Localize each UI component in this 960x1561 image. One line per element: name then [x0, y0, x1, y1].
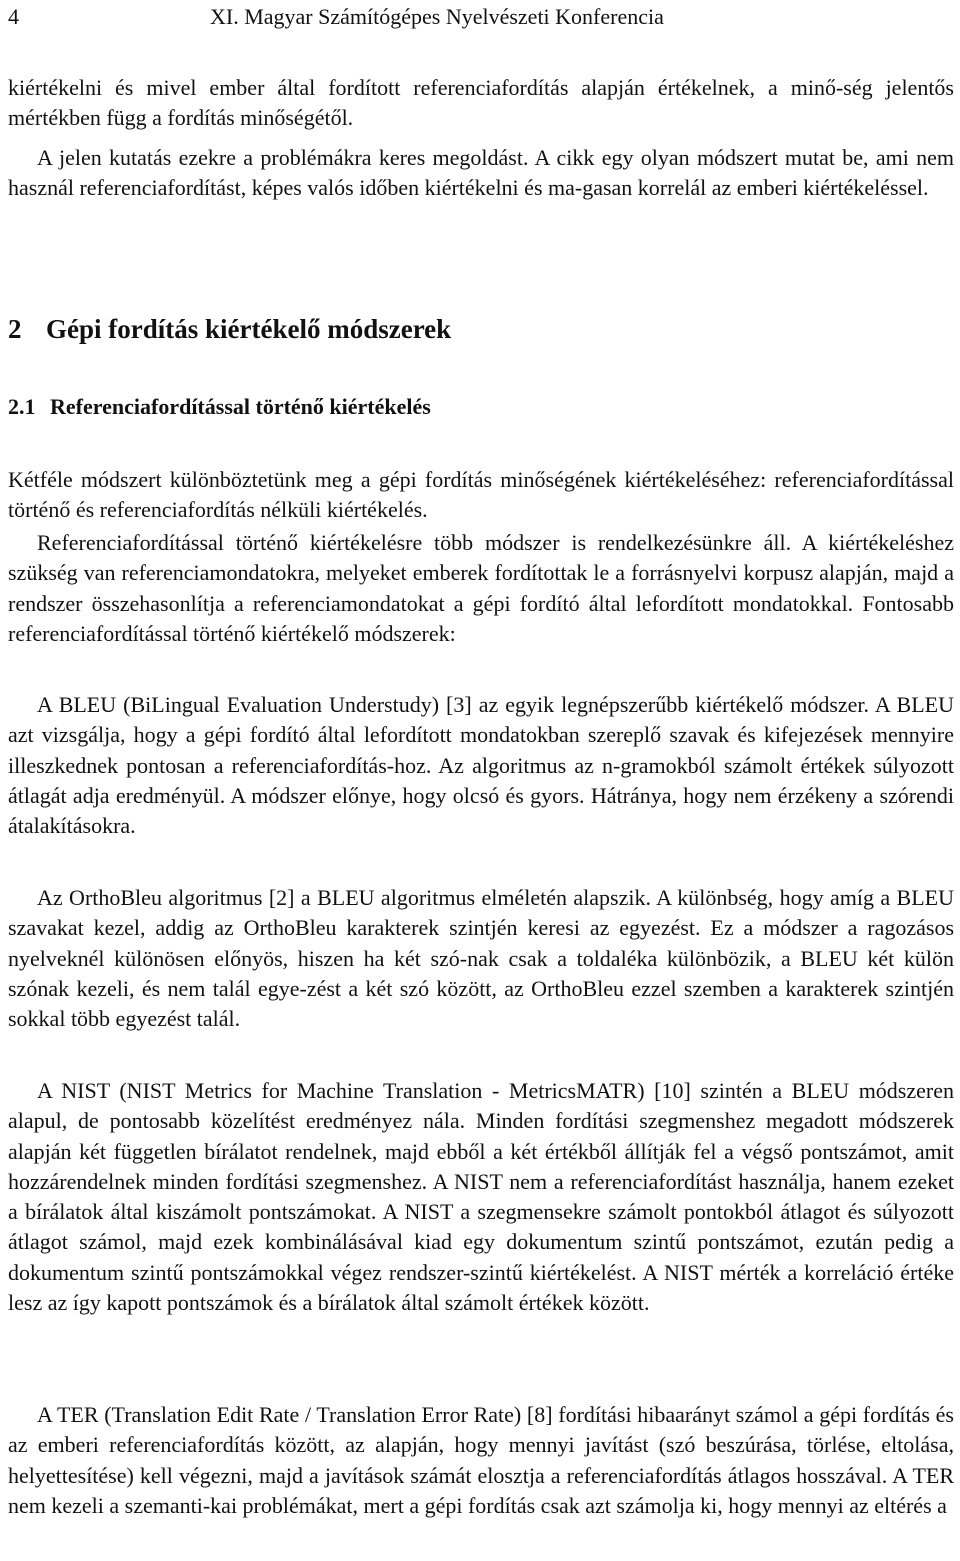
subsection-number: 2.1	[8, 394, 36, 419]
paragraph-reference-methods: Referenciafordítással történő kiértékelésre több módszer is rendelkezésünkre áll. A kiértékeléshez szükség van referenciamondatokra, melyeket emberek fordítottak le a forrásnyelvi korpusz alapján, majd a rendszer összehasonlítja a referenciamondatokat a gépi fordító által lefordított mondatokkal. Fontosabb referenciafordítással történő kiértékelő módszerek:	[8, 530, 954, 646]
paragraph-bleu: A BLEU (BiLingual Evaluation Understudy) [3] az egyik legnépszerűbb kiértékelő módszer. A BLEU azt vizsgálja, hogy a gépi fordító által lefordított mondatokban szereplő szavak és kifejezések mennyire illeszkednek pontosan a referenciafordítás-hoz. Az algoritmus az n-gramokból számolt értékek súlyozott átlagát adja eredményül. A módszer előnye, hogy olcsó és gyors. Hátránya, hogy nem érzékeny a szórendi átalakításokra.	[8, 692, 954, 839]
paragraph-nist: A NIST (NIST Metrics for Machine Translation - MetricsMATR) [10] szintén a BLEU módszeren alapul, de pontosabb közelítést eredményez nála. Minden fordítási szegmenshez megadott módszerek alapján két független bírálatot rendelnek, majd ebből a két értékből állítják fel a végső pontszámot, amit hozzárendelnek minden fordítási szegmenshez. A NIST nem a referenciafordítást használja, hanem ezeket a bírálatok által kiszámolt pontszámokat. A NIST a szegmensekre számolt pontokból átlagot és súlyozott átlagot számol, majd ezek kombinálásával kiad egy dokumentum szintű pontszámot, ezután pedig a dokumentum szintű pontszámokkal végez rendszer-szintű kiértékelést. A NIST mérték a korreláció értéke lesz az így kapott pontszámok és a bírálatok által számolt értékek között.	[8, 1078, 954, 1316]
section-heading	[8, 311, 451, 347]
page-number: 4	[8, 4, 19, 29]
subsection-title: Referenciafordítással történő kiértékelés	[50, 394, 431, 419]
paragraph-continuation: kiértékelni és mivel ember által fordított referenciafordítás alapján értékelnek, a minő-ség jelentős mértékben függ a fordítás minőségétől.	[8, 75, 954, 131]
section-title: Gépi fordítás kiértékelő módszerek	[46, 314, 452, 344]
paragraph-orthobleu: Az OrthoBleu algoritmus [2] a BLEU algoritmus elméletén alapszik. A különbség, hogy amíg a BLEU szavakat kezel, addig az OrthoBleu karakterek szintjén keresi az egyezést. Ez a módszer a ragozásos nyelveknél különösen előnyös, hiszen ha két szó-nak csak a toldaléka különbözik, a BLEU két külön szónak kezeli, és nem talál egye-zést a két szó között, az OrthoBleu ezzel szemben a karakterek szintjén sokkal több egyezést talál.	[8, 885, 954, 1032]
section-number: 2	[8, 314, 22, 344]
paragraph-ter: A TER (Translation Edit Rate / Translation Error Rate) [8] fordítási hibaarányt számol a gépi fordítás és az emberi referenciafordítás között, az alapján, hogy mennyi javítást (szó beszúrása, törlése, eltolása, helyettesítése) kell végezni, majd a javítások számát elosztja a referenciafordítás átlagos hosszával. A TER nem kezeli a szemanti-kai problémákat, mert a gépi fordítás csak azt számolja ki, hogy mennyi az eltérés a	[8, 1402, 954, 1518]
running-header	[8, 2, 954, 32]
subsection-heading	[8, 392, 431, 422]
paragraph-method-types: Kétféle módszert különböztetünk meg a gépi fordítás minőségének kiértékeléséhez: referenciafordítással történő és referenciafordítás nélküli kiértékelés.	[8, 467, 954, 523]
paragraph-intro-solution: A jelen kutatás ezekre a problémákra keres megoldást. A cikk egy olyan módszert mutat be, ami nem használ referenciafordítást, képes valós időben kiértékelni és ma-gasan korrelál az emberi kiértékeléssel.	[8, 145, 954, 201]
conference-title: XI. Magyar Számítógépes Nyelvészeti Konferencia	[210, 4, 664, 29]
